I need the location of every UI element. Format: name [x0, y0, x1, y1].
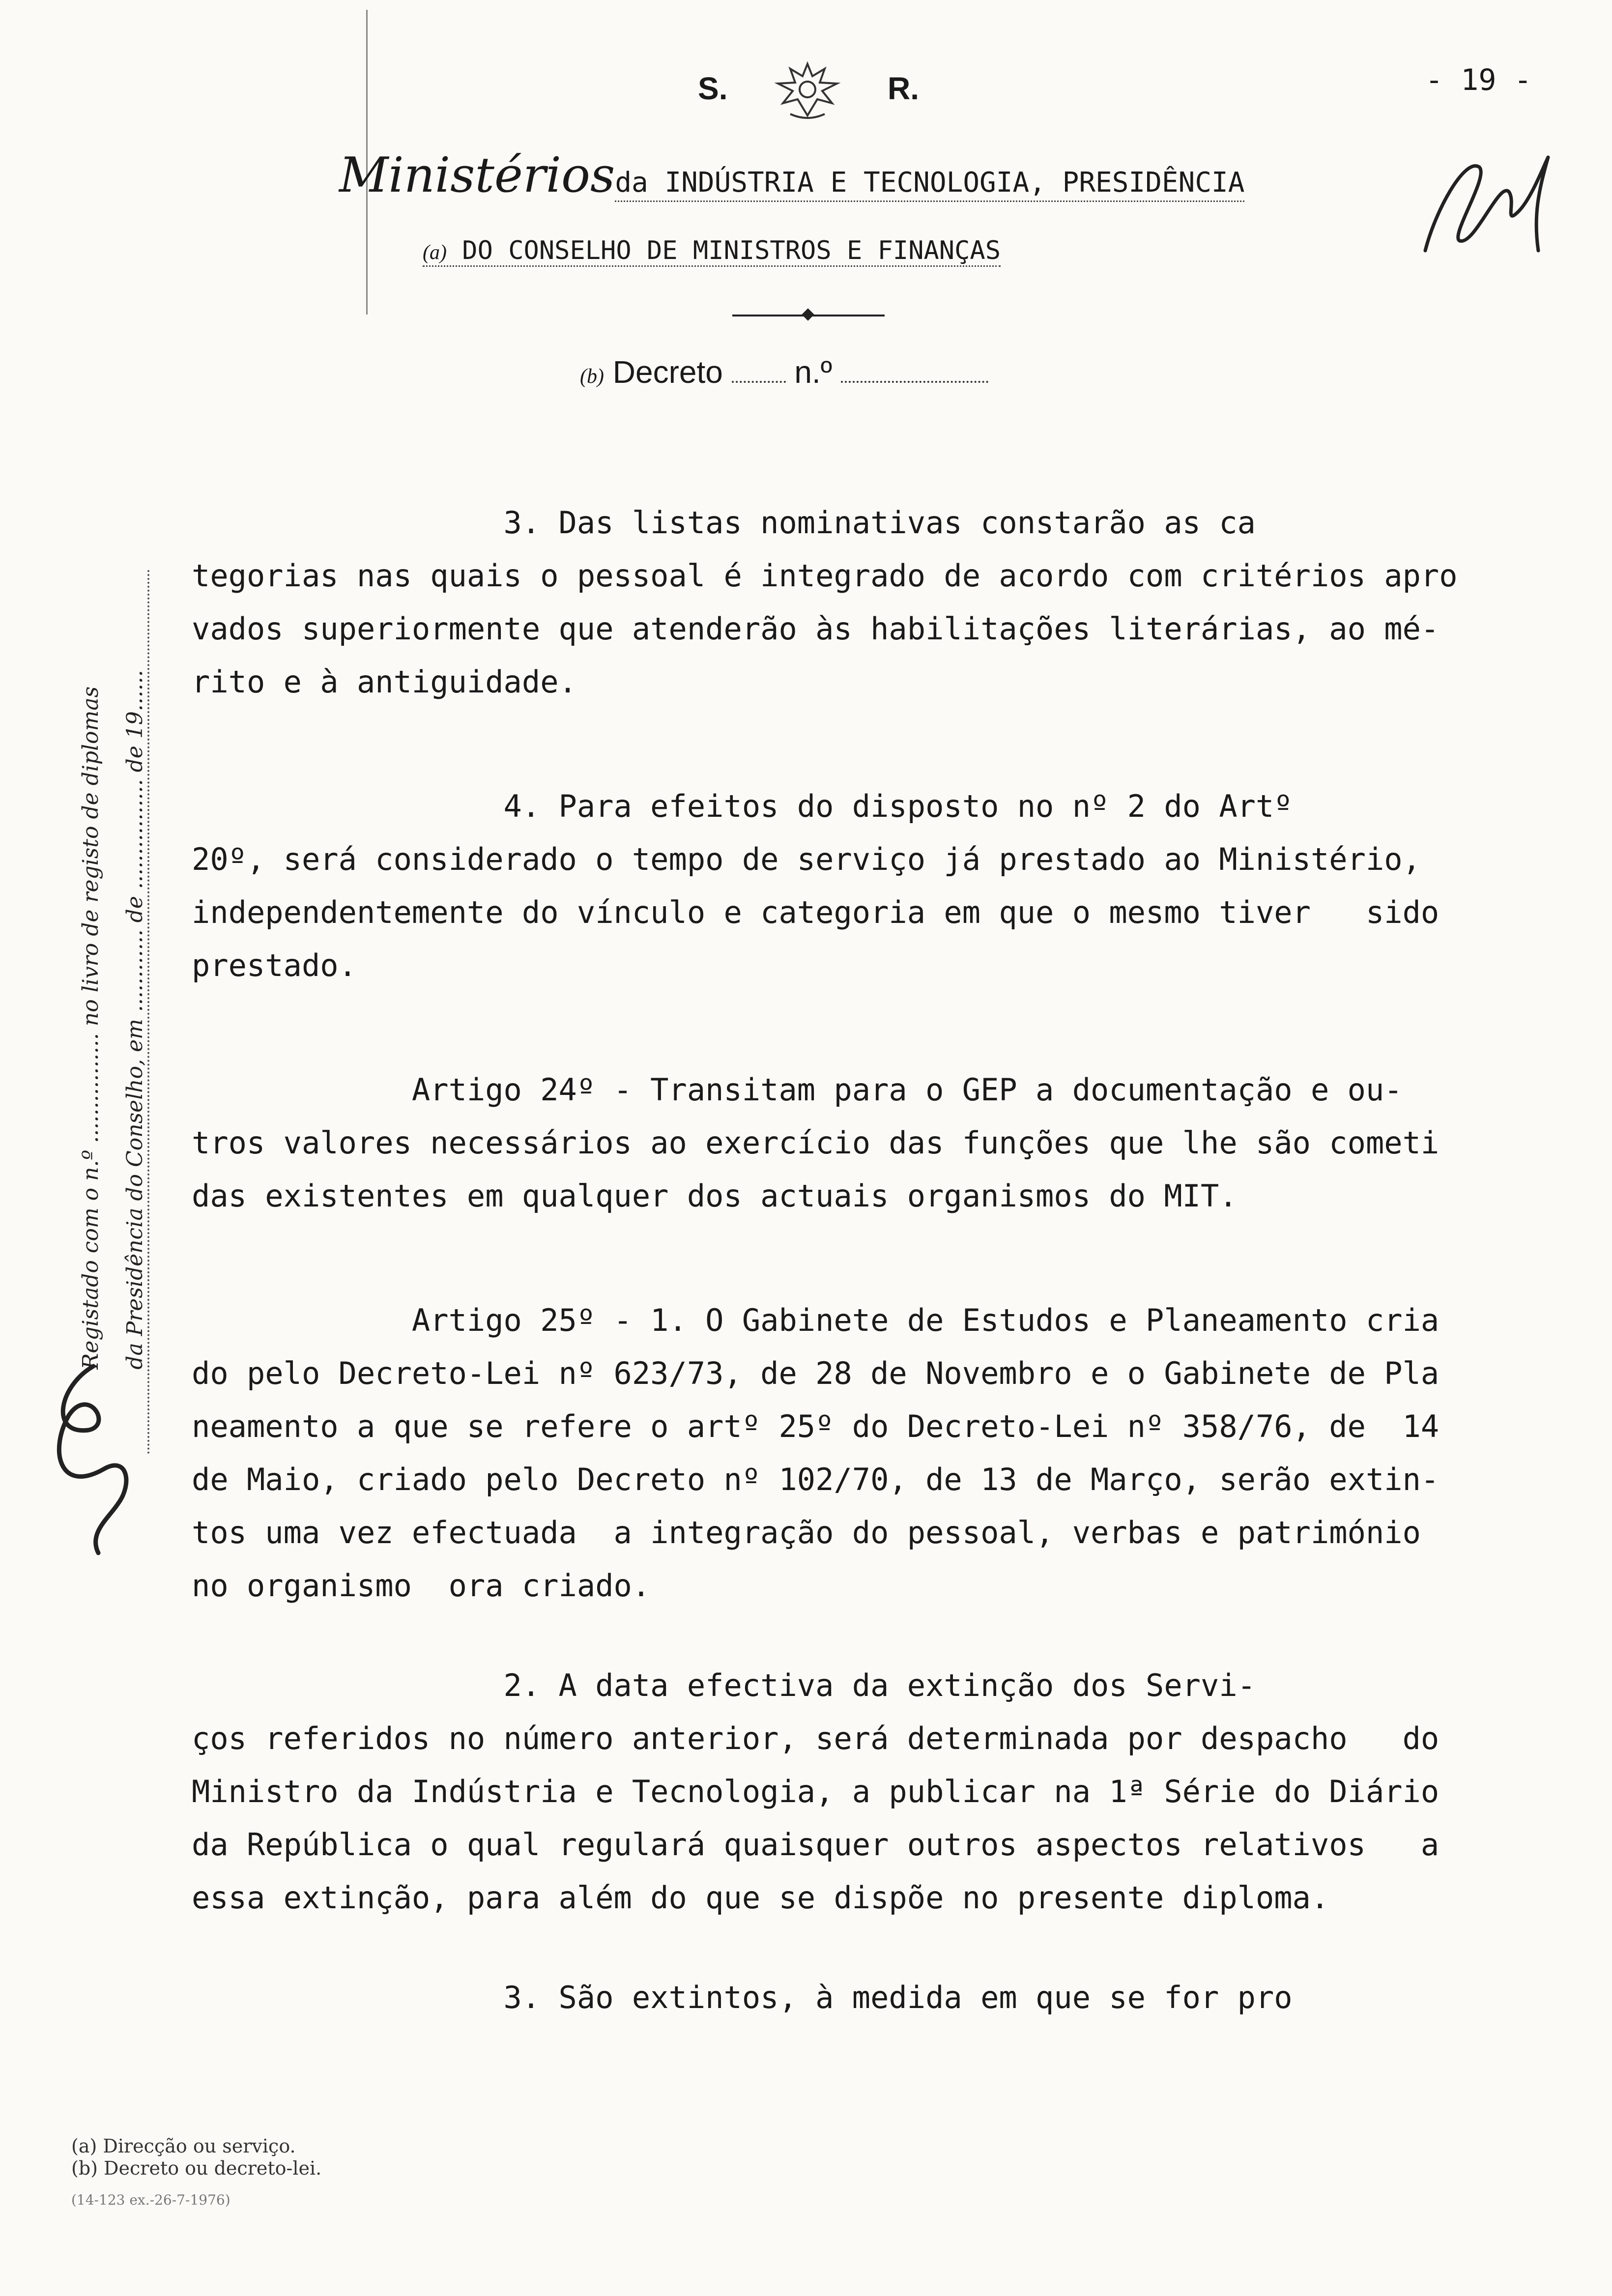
print-reference: (14-123 ex.-26-7-1976): [71, 2192, 230, 2208]
text-line: essa extinção, para além do que se dispõe no presente diploma.: [192, 1880, 1329, 1916]
artigo-24: [192, 1063, 1568, 1223]
ornament-divider: [732, 315, 885, 316]
left-signature: [29, 1356, 157, 1563]
text-line: 4. Para efeitos do disposto no nº 2 do Artº: [192, 788, 1293, 824]
text-line: da República o qual regulará quaisquer outros aspectos relativos a: [192, 1827, 1439, 1863]
crest-icon: [771, 59, 844, 123]
text-line: Ministro da Indústria e Tecnologia, a publicar na 1ª Série do Diário: [192, 1774, 1439, 1809]
text-line: ços referidos no número anterior, será determinada por despacho do: [192, 1721, 1439, 1756]
text-line: independentemente do vínculo e categoria em que o mesmo tiver sido: [192, 894, 1439, 930]
document-body: [192, 496, 1568, 2024]
margin-dotted-rule: [147, 570, 149, 1455]
ministerios-line1: da INDÚSTRIA E TECNOLOGIA, PRESIDÊNCIA: [615, 167, 1244, 202]
footnote-b: (b) Decreto ou decreto-lei.: [71, 2157, 322, 2179]
ministerios-line2: DO CONSELHO DE MINISTROS E FINANÇAS: [462, 236, 1001, 265]
page-number: - 19 -: [1425, 63, 1532, 97]
text-line: das existentes em qualquer dos actuais organismos do MIT.: [192, 1178, 1238, 1214]
r-letter: R.: [888, 70, 920, 106]
paragraph-3-listas: [192, 496, 1568, 709]
artigo-25-n3: [192, 1971, 1568, 2024]
text-line: de Maio, criado pelo Decreto nº 102/70, de 13 de Março, serão extin-: [192, 1462, 1439, 1497]
text-line: Artigo 24º - Transitam para o GEP a documentação e ou-: [192, 1072, 1403, 1108]
registo-margin-text: [69, 670, 157, 1369]
paragraph-4-efeitos: [192, 780, 1568, 992]
text-line: 2. A data efectiva da extinção dos Servi-: [192, 1667, 1256, 1703]
registo-margin: [59, 565, 167, 1474]
numero-blank: [841, 381, 988, 383]
registo-line2: da Presidência do Conselho, em ............ de ................ de 19......: [122, 670, 147, 1370]
sr-header: [698, 59, 919, 123]
text-line: neamento a que se refere o artº 25º do Decreto-Lei nº 358/76, de 14: [192, 1408, 1439, 1444]
text-line: Artigo 25º - 1. O Gabinete de Estudos e Planeamento cria: [192, 1302, 1439, 1338]
artigo-25-n1: [192, 1294, 1568, 1612]
numero-label: n.º: [794, 354, 833, 390]
text-line: tos uma vez efectuada a integração do pessoal, verbas e património: [192, 1515, 1421, 1550]
footnote-a: (a) Direcção ou serviço.: [71, 2135, 296, 2157]
text-line: tegorias nas quais o pessoal é integrado de acordo com critérios apro: [192, 558, 1458, 594]
text-line: do pelo Decreto-Lei nº 623/73, de 28 de Novembro e o Gabinete de Pla: [192, 1355, 1439, 1391]
text-line: rito e à antiguidade.: [192, 664, 577, 700]
text-line: 20º, será considerado o tempo de serviço já prestado ao Ministério,: [192, 841, 1421, 877]
text-line: 3. Das listas nominativas constarão as ca: [192, 505, 1256, 541]
s-letter: S.: [698, 70, 728, 106]
registo-line1: Registado com o n.º ................ no livro de registo de diplomas: [78, 686, 103, 1370]
ministerios-word: Ministérios: [339, 147, 615, 203]
ministerios-heading: [339, 147, 1244, 203]
text-line: no organismo ora criado.: [192, 1568, 651, 1604]
text-line: 3. São extintos, à medida em que se for pro: [192, 1980, 1293, 2015]
text-line: tros valores necessários ao exercício das funções que lhe são cometi: [192, 1125, 1439, 1161]
text-line: prestado.: [192, 947, 357, 983]
ministerios-line2-row: [423, 236, 1001, 267]
decreto-line: [580, 354, 988, 390]
note-b-mark: (b): [580, 365, 604, 388]
decreto-label: Decreto: [612, 354, 723, 390]
artigo-25-n2: [192, 1659, 1568, 1924]
initials-signature: [1406, 138, 1563, 265]
text-line: vados superiormente que atenderão às habilitações literárias, ao mé-: [192, 611, 1439, 647]
decreto-blank: [732, 381, 786, 383]
note-a-mark: (a): [423, 241, 447, 264]
